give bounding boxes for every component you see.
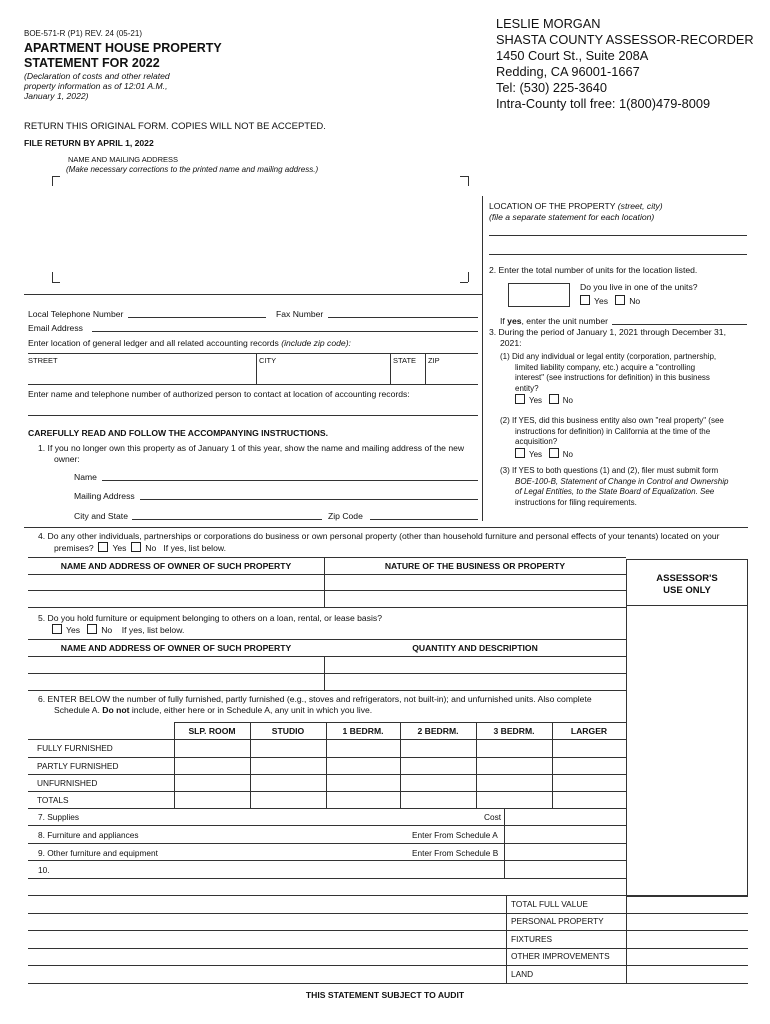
- ledger-address-field[interactable]: [28, 384, 478, 385]
- city-label: CITY: [259, 356, 277, 365]
- location-line-2[interactable]: [489, 254, 747, 255]
- col-larger: LARGER: [570, 726, 608, 736]
- q3-p1-no-checkbox[interactable]: [549, 394, 559, 404]
- mailing-address-box[interactable]: [52, 176, 468, 284]
- corrections-note: (Make necessary corrections to the printed name and mailing address.): [66, 165, 319, 174]
- office-tollfree: Intra-County toll free: 1(800)479-8009: [496, 96, 711, 111]
- office-address1: 1450 Court St., Suite 208A: [496, 48, 649, 63]
- name-mailing-label: NAME AND MAILING ADDRESS: [68, 155, 179, 164]
- office-name: SHASTA COUNTY ASSESSOR-RECORDER: [496, 32, 754, 47]
- office-address2: Redding, CA 96001-1667: [496, 64, 640, 79]
- authorized-person-field[interactable]: [28, 415, 478, 416]
- unit-number-label: If yes, enter the unit number: [500, 316, 608, 326]
- items-section: [28, 808, 626, 878]
- form-title-line2: STATEMENT FOR 2022: [24, 56, 160, 70]
- fax-field[interactable]: [328, 317, 478, 318]
- item-7-cost-label: Cost: [484, 812, 502, 822]
- street-label: STREET: [28, 356, 58, 365]
- new-owner-mailing-field[interactable]: [140, 499, 478, 500]
- row-fully-furnished: FULLY FURNISHED: [37, 743, 113, 753]
- email-field[interactable]: [92, 331, 478, 332]
- q4-col-nature: NATURE OF THE BUSINESS OR PROPERTY: [384, 561, 566, 571]
- q5-yes-checkbox[interactable]: [52, 624, 62, 634]
- fax-label: Fax Number: [276, 309, 324, 319]
- q6-text: 6. ENTER BELOW the number of fully furnished, partly furnished (e.g., stoves and refrigerators, not built-in); and unfurnished units. Also complete Schedule A. Do not include, either here or in Schedule A, any unit in which you live.: [38, 694, 592, 715]
- item-9-other-furniture: 9. Other furniture and equipment: [38, 848, 158, 858]
- row-partly-furnished: PARTLY FURNISHED: [37, 761, 119, 771]
- row-totals: TOTALS: [37, 795, 69, 805]
- col-studio: STUDIO: [271, 726, 305, 736]
- email-label: Email Address: [28, 323, 83, 333]
- zip-label: ZIP: [428, 356, 440, 365]
- state-label: STATE: [393, 356, 417, 365]
- assessor-name: LESLIE MORGAN: [496, 16, 601, 31]
- phone-label: Local Telephone Number: [28, 309, 124, 319]
- live-no-checkbox[interactable]: [615, 295, 625, 305]
- personal-property-label: PERSONAL PROPERTY: [511, 916, 604, 926]
- new-owner-name-label: Name: [74, 472, 97, 482]
- new-owner-zip-label: Zip Code: [328, 511, 363, 521]
- q3-intro: 3. During the period of January 1, 2021 through December 31, 2021:: [489, 327, 726, 348]
- form-id: BOE-571-R (P1) REV. 24 (05-21): [24, 29, 142, 38]
- assessor-address-block: [496, 16, 754, 112]
- location-note: (file a separate statement for each location): [489, 212, 655, 222]
- q5-no-checkbox[interactable]: [87, 624, 97, 634]
- item-9-schedule-b: Enter From Schedule B: [412, 848, 499, 858]
- row-unfurnished: UNFURNISHED: [37, 778, 98, 788]
- location-line-1[interactable]: [489, 235, 747, 236]
- q3-p1-yes-checkbox[interactable]: [515, 394, 525, 404]
- q5-table: [28, 639, 626, 691]
- item-7-supplies: 7. Supplies: [38, 812, 80, 822]
- authorized-person-label: Enter name and telephone number of authorized person to contact at location of accounting records:: [28, 389, 410, 399]
- q3-p2-no-checkbox[interactable]: [549, 448, 559, 458]
- land-label: LAND: [511, 969, 534, 979]
- q4-col-owner: NAME AND ADDRESS OF OWNER OF SUCH PROPERTY: [60, 561, 292, 571]
- q5-text: 5. Do you hold furniture or equipment belonging to others on a loan, rental, or lease basis? Yes No If yes, list below.: [38, 613, 382, 635]
- form-subtitle: (Declaration of costs and other related property information as of 12:01 A.M., January 1, 2022): [24, 71, 170, 101]
- ledger-label: Enter location of general ledger and all related accounting records (include zip code):: [28, 338, 351, 348]
- q3-part3: (3) If YES to both questions (1) and (2), filer must submit form BOE-100-B, Statement of Change in Control and Ownership of Legal Entities, to the State Board of Equalization. See instructions for filing requirements.: [500, 466, 729, 507]
- item-10: 10.: [38, 865, 50, 875]
- new-owner-city-field[interactable]: [132, 519, 322, 520]
- q4-no-checkbox[interactable]: [131, 542, 141, 552]
- q3-part2: (2) If YES, did this business entity also own "real property" (see instructions for definition) in California at the time of the acquisition? Yes No: [500, 416, 724, 459]
- new-owner-mailing-label: Mailing Address: [74, 491, 135, 501]
- new-owner-city-label: City and State: [74, 511, 128, 521]
- q4-text: 4. Do any other individuals, partnerships or corporations do business or own personal property (other than household furniture and personal effects of your tenants) located on your premises? Yes No If yes, list below.: [38, 531, 720, 553]
- q2-text: 2. Enter the total number of units for the location listed.: [489, 265, 698, 275]
- col-3-bedrm: 3 BEDRM.: [493, 726, 535, 736]
- live-in-unit-question: Do you live in one of the units?: [580, 282, 698, 292]
- other-improvements-label: OTHER IMPROVEMENTS: [511, 951, 610, 961]
- phone-field[interactable]: [128, 317, 266, 318]
- q5-col-owner: NAME AND ADDRESS OF OWNER OF SUCH PROPERTY: [60, 643, 292, 653]
- office-tel: Tel: (530) 225-3640: [496, 80, 607, 95]
- q1-text: 1. If you no longer own this property as of January 1 of this year, show the name and mailing address of the new owner:: [38, 443, 465, 464]
- col-1-bedrm: 1 BEDRM.: [342, 726, 384, 736]
- total-full-value-label: TOTAL FULL VALUE: [511, 899, 588, 909]
- units-grid: [28, 722, 626, 808]
- location-label: LOCATION OF THE PROPERTY (street, city): [489, 201, 663, 211]
- live-yes-checkbox[interactable]: [580, 295, 590, 305]
- assessor-use-only-box: [626, 559, 748, 897]
- col-slp-room: SLP. ROOM: [188, 726, 236, 736]
- assessor-use-only-label: ASSESSOR'S USE ONLY: [656, 573, 718, 596]
- q3-part1: (1) Did any individual or legal entity (corporation, partnership, limited liability company, etc.) acquire a "controlling interest" (see instructions for definition) in this business entity? Yes No: [500, 352, 717, 405]
- totals-section: [28, 895, 748, 983]
- live-in-unit-options: Yes No: [580, 295, 640, 306]
- col-2-bedrm: 2 BEDRM.: [417, 726, 459, 736]
- q4-yes-checkbox[interactable]: [98, 542, 108, 552]
- instructions-notice: CAREFULLY READ AND FOLLOW THE ACCOMPANYING INSTRUCTIONS.: [28, 428, 328, 438]
- item-8-furniture: 8. Furniture and appliances: [38, 830, 139, 840]
- audit-footer: THIS STATEMENT SUBJECT TO AUDIT: [305, 990, 465, 1000]
- q4-table: [28, 557, 626, 608]
- unit-number-field[interactable]: [612, 324, 747, 325]
- new-owner-name-field[interactable]: [102, 480, 478, 481]
- form-title-line1: APARTMENT HOUSE PROPERTY: [24, 41, 222, 55]
- file-by-notice: FILE RETURN BY APRIL 1, 2022: [24, 138, 154, 148]
- fixtures-label: FIXTURES: [511, 934, 553, 944]
- return-original-notice: RETURN THIS ORIGINAL FORM. COPIES WILL NOT BE ACCEPTED.: [24, 121, 326, 132]
- q3-p2-yes-checkbox[interactable]: [515, 448, 525, 458]
- q5-col-quantity: QUANTITY AND DESCRIPTION: [412, 643, 538, 653]
- unit-count-box[interactable]: [508, 283, 570, 307]
- item-8-schedule-a: Enter From Schedule A: [412, 830, 498, 840]
- new-owner-zip-field[interactable]: [370, 519, 478, 520]
